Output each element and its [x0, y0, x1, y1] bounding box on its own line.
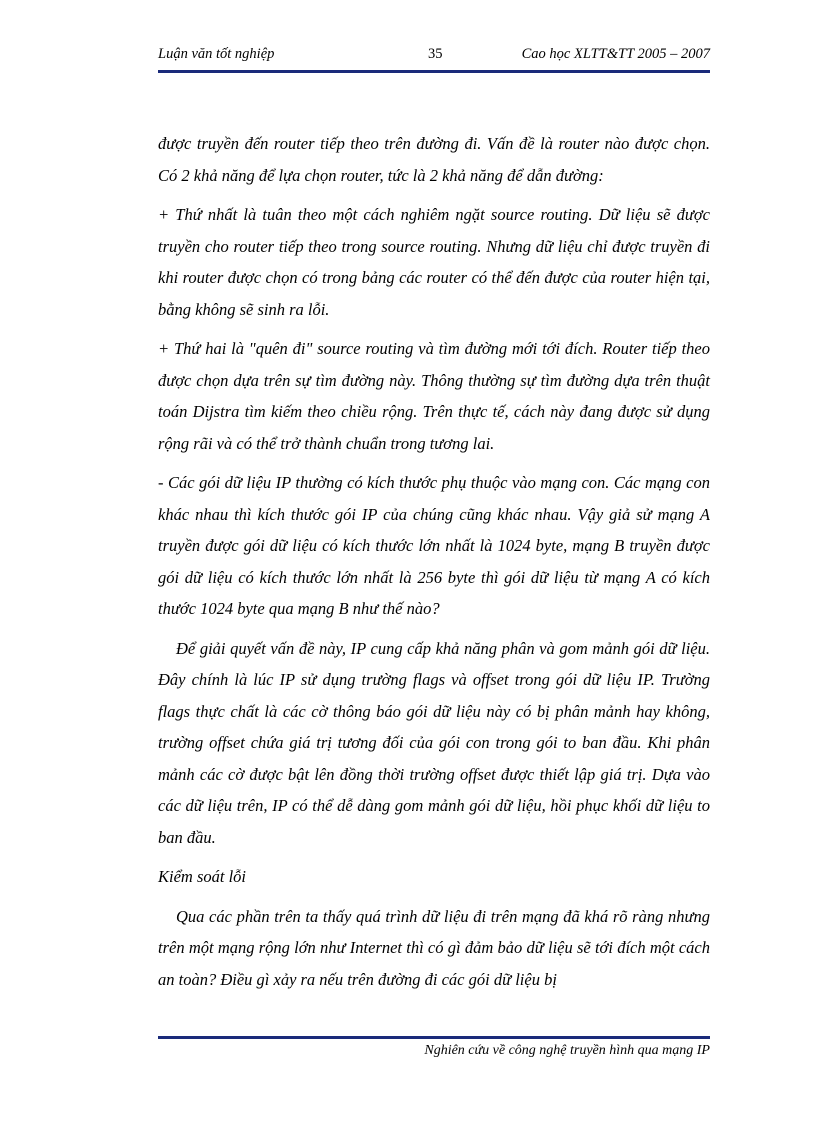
header-divider — [158, 70, 710, 73]
header-page-number: 35 — [428, 46, 443, 62]
paragraph-error-control: Qua các phần trên ta thấy quá trình dữ liệu đi trên mạng đã khá rõ ràng nhưng trên một mạng rộng lớn như Internet thì có gì đảm bảo dữ liệu sẽ tới đích một cách an toàn? Điều gì xảy ra nếu trên đường đi các gói dữ liệu bị — [158, 906, 710, 989]
paragraph-fragmentation: Để giải quyết vấn đề này, IP cung cấp khả năng phân và gom mảnh gói dữ liệu. Đây chính là lúc IP sử dụng trường flags và offset trong gói dữ liệu IP. Trường flags thực chất là các cờ thông báo gói dữ liệu này có bị phân mảnh hay không, trường offset chứa giá trị tương đối của gói con trong gói to ban đầu. Khi phân mảnh các cờ được bật lên đồng thời trường offset được thiết lập giá trị. Dựa vào các dữ liệu trên, IP có thể dễ dàng gom mảnh gói dữ liệu, hồi phục khối dữ liệu to ban đầu. — [158, 638, 710, 847]
paragraph-packet-size: - Các gói dữ liệu IP thường có kích thước phụ thuộc vào mạng con. Các mạng con khác nhau thì kích thước gói IP của chúng cũng khác nhau. Vậy giả sử mạng A truyền được gói dữ liệu có kích thước lớn nhất là 1024 byte, mạng B truyền được gói dữ liệu có kích thước lớn nhất là 256 byte thì gói dữ liệu từ mạng A có kích thước 1024 byte qua mạng B như thế nào? — [158, 473, 710, 618]
footer-divider — [158, 1036, 710, 1039]
header-thesis-title: Luận văn tốt nghiệp — [158, 46, 275, 62]
page-footer: Nghiên cứu về công nghệ truyền hình qua mạng IP — [424, 1043, 710, 1058]
section-heading-error-control: Kiểm soát lỗi — [158, 867, 247, 886]
header-course-info: Cao học XLTT&TT 2005 – 2007 — [521, 46, 710, 62]
body-text — [158, 128, 710, 1003]
paragraph-routing-intro: được truyền đến router tiếp theo trên đường đi. Vấn đề là router nào được chọn. Có 2 khả năng để lựa chọn router, tức là 2 khả năng để dẫn đường: — [158, 134, 710, 185]
paragraph-option-one: + Thứ nhất là tuân theo một cách nghiêm ngặt source routing. Dữ liệu sẽ được truyền cho router tiếp theo trong source routing. Nhưng dữ liệu chỉ được truyền đi khi router được chọn có trong bảng các router có thể đến được của router hiện tại, bằng không sẽ sinh ra lỗi. — [158, 205, 710, 319]
paragraph-option-two: + Thứ hai là "quên đi" source routing và tìm đường mới tới đích. Router tiếp theo được chọn dựa trên sự tìm đường này. Thông thường sự tìm đường dựa trên thuật toán Dijstra tìm kiếm theo chiều rộng. Trên thực tế, cách này đang được sử dụng rộng rãi và có thể trở thành chuẩn trong tương lai. — [158, 339, 710, 453]
page-header — [158, 46, 710, 68]
